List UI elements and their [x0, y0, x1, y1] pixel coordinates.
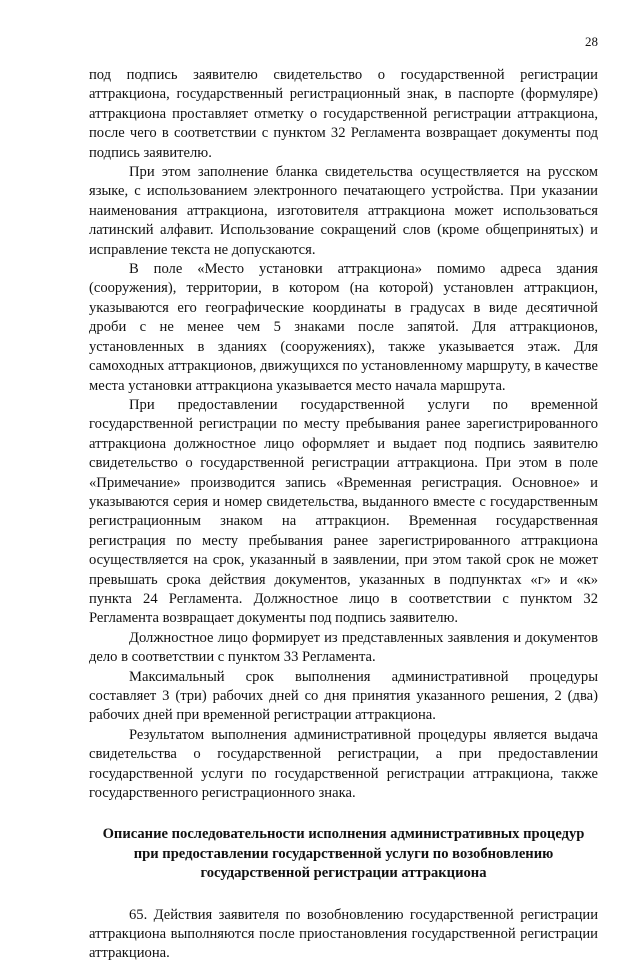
- paragraph-case-file: Должностное лицо формирует из представленных заявления и документов дело в соответствии с пунктом 33 Регламента.: [89, 629, 598, 666]
- paragraph-result: Результатом выполнения административной процедуры является выдача свидетельства о государственной регистрации, а при предоставлении государственной услуги по государственной регистрации аттракциона, также государственного регистрационного знака.: [89, 726, 598, 802]
- paragraph-temporary-registration: При предоставлении государственной услуги по временной государственной регистрации по месту пребывания ранее зарегистрированного аттракциона должностное лицо оформляет и выдает под подпись заявителю свидетельство о государственной регистрации аттракциона. При этом в поле «Примечание» производится запись «Временная регистрация. Основное» и указываются серия и номер свидетельства, выданного вместе с государственным регистрационным знаком на аттракцион. Временная государственная регистрация по месту пребывания ранее зарегистрированного аттракциона осуществляется на срок, указанный в заявлении, при этом такой срок не может превышать срока действия документов, указанных в подпунктах «г» и «к» пункта 24 Регламента. Должностное лицо в соответствии с пунктом 32 Регламента возвращает документы под подпись заявителю.: [89, 396, 598, 627]
- paragraph-installation-place: В поле «Место установки аттракциона» помимо адреса здания (сооружения), территории, в котором (на которой) установлен аттракцион, указываются его географические координаты в градусах в виде десятичной дроби с не менее чем 5 знаками после запятой. Для аттракционов, установленных в зданиях (сооружениях), также указывается этаж. Для самоходных аттракционов, движущихся по установленному маршруту, в качестве места установки аттракциона указывается место начала маршрута.: [89, 261, 598, 394]
- paragraph-form-filling: При этом заполнение бланка свидетельства осуществляется на русском языке, с использованием электронного печатающего устройства. При указании наименования аттракциона, изготовителя аттракциона может использоваться латинский алфавит. Использование сокращений слов (кроме общепринятых) и исправление текста не допускаются.: [89, 164, 598, 258]
- paragraph-continuation: под подпись заявителю свидетельство о государственной регистрации аттракциона, государственный регистрационный знак, в паспорте (формуляре) аттракциона проставляет отметку о государственной регистрации аттракциона, после чего в соответствии с пунктом 32 Регламента возвращает документы под подпись заявителю.: [89, 67, 598, 161]
- paragraph-max-duration: Максимальный срок выполнения административной процедуры составляет 3 (три) рабочих дней со дня принятия указанного решения, 2 (два) рабочих дней при временной регистрации аттракциона.: [89, 668, 598, 724]
- paragraph-65: 65. Действия заявителя по возобновлению государственной регистрации аттракциона выполняются после приостановления государственной регистрации аттракциона.: [89, 906, 598, 962]
- page-number: 28: [585, 34, 598, 49]
- document-body: [89, 66, 598, 964]
- section-heading: Описание последовательности исполнения административных процедур при предоставлении государственной услуги по возобновлению государственной регистрации аттракциона: [102, 826, 585, 882]
